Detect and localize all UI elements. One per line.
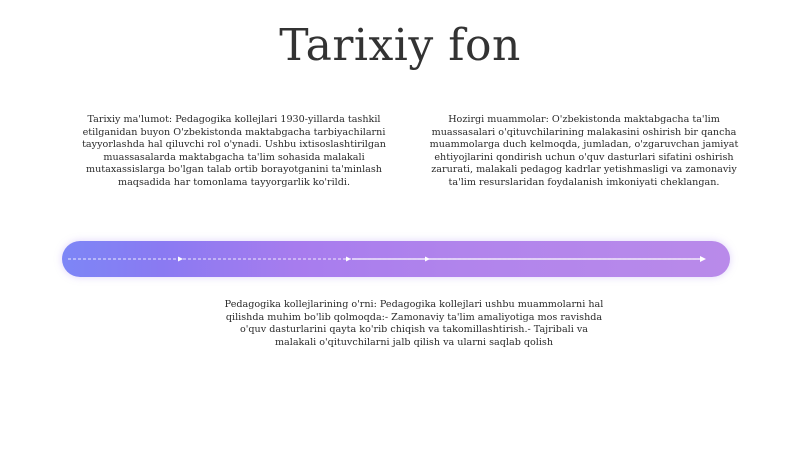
historical-background-text: Tarixiy ma'lumot: Pedagogika kollejlari 1930-yillarda tashkil etilganidan buyon O'zbekistonda maktabgacha tarbiyachilarni tayyorlashda hal qiluvchi rol o'ynadi. Ushbu ixtisoslashtirilgan muassasalarda maktabgacha ta'lim sohasida malakali mutaxassislarga bo'lgan talab ortib borayotganini ta'minlash maqsadida har tomonlama tayyorgarlik ko'rildi. (82, 114, 386, 188)
arrow-right-icon (346, 257, 351, 262)
arrow-right-icon (700, 256, 706, 262)
arrow-right-icon (178, 257, 183, 262)
timeline-bar (62, 241, 730, 277)
pedagogical-colleges-role-text: Pedagogika kollejlarining o'rni: Pedagogika kollejlari ushbu muammolarni hal qilishda muhim bo'lib qolmoqda:- Zamonaviy ta'lim amaliyotiga mos ravishda o'quv dasturlarini qayta ko'rib chiqish va takomillashtirish.- Tajribali va malakali o'qituvchilarni jalb qilish va ularni saqlab qolish (224, 299, 604, 348)
page-title: Tarixiy fon (279, 20, 521, 71)
arrow-right-icon (425, 257, 430, 262)
current-problems-text: Hozirgi muammolar: O'zbekistonda maktabgacha ta'lim muassasalari o'qituvchilarining malakasini oshirish bir qancha muammolarga duch kelmoqda, jumladan, o'zgaruvchan jamiyat ehtiyojlarini qondirish uchun o'quv dasturlari sifatini oshirish zarurati, malakali pedagog kadrlar yetishmasligi va zamonaviy ta'lim resurslaridan foydalanish imkoniyati cheklangan. (429, 114, 739, 188)
timeline-arrows (62, 241, 730, 277)
